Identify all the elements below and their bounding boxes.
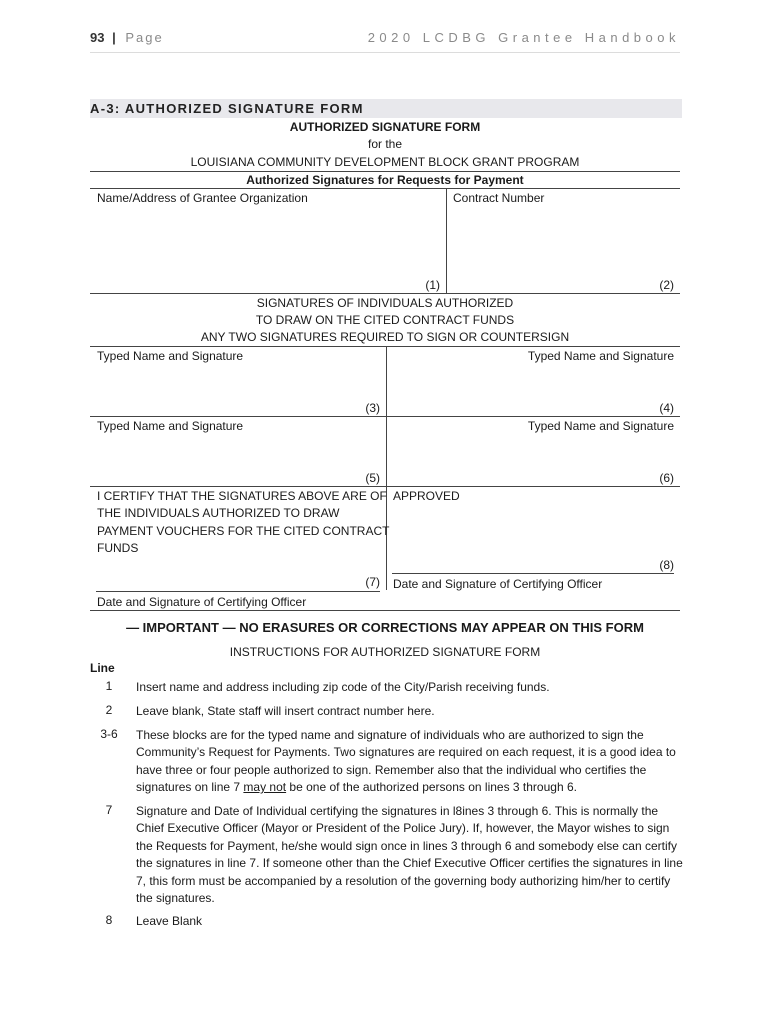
form-divider-3 [90, 293, 680, 294]
approved-label: APPROVED [393, 489, 460, 503]
page-label [90, 30, 164, 45]
form-divider-4 [90, 346, 680, 347]
signatures-heading-3: ANY TWO SIGNATURES REQUIRED TO SIGN OR COUNTERSIGN [200, 330, 570, 344]
typed-name-label-3: Typed Name and Signature [97, 349, 244, 363]
instruction-text [136, 727, 684, 797]
line-number-8: (8) [659, 558, 674, 572]
certify-text-4: FUNDS [97, 541, 139, 555]
page-word: Page [125, 30, 164, 45]
section-title: A-3: AUTHORIZED SIGNATURE FORM [90, 101, 364, 116]
instruction-text-part: be one of the authorized persons on lines 3 through 6. [286, 780, 577, 795]
page-header [90, 30, 680, 53]
approved-signature-line [392, 573, 674, 574]
instruction-text: Leave blank, State staff will insert contract number here. [136, 704, 435, 718]
program-name: LOUISIANA COMMUNITY DEVELOPMENT BLOCK GRANT PROGRAM [190, 155, 580, 169]
instruction-number: 3-6 [100, 727, 118, 741]
form-bottom-line [90, 610, 680, 611]
instruction-number: 1 [105, 679, 113, 693]
typed-name-label-5: Typed Name and Signature [97, 419, 244, 433]
line-column-header: Line [90, 661, 115, 675]
grantee-label: Name/Address of Grantee Organization [97, 191, 308, 205]
instruction-text: Leave Blank [136, 914, 203, 928]
approver-officer-label: Date and Signature of Certifying Officer [393, 577, 603, 591]
signature-line-5-6 [90, 486, 680, 487]
instruction-number: 2 [105, 703, 113, 717]
form-title: AUTHORIZED SIGNATURE FORM [289, 120, 481, 134]
section-heading-bar [90, 99, 682, 118]
signature-line-3-4 [90, 416, 680, 417]
line-number-2: (2) [659, 278, 674, 292]
certifying-officer-label: Date and Signature of Certifying Officer [97, 595, 307, 609]
typed-name-label-6: Typed Name and Signature [527, 419, 674, 433]
line-number-3: (3) [365, 401, 380, 415]
instructions-title: INSTRUCTIONS FOR AUTHORIZED SIGNATURE FORM [229, 645, 541, 659]
instruction-text: Signature and Date of Individual certifying the signatures in l8ines 3 through 6. This is normally the Chief Executive Officer (Mayor or President of the Police Jury). If, however, the Mayor wishes to sign the Requests for Payment, he/she would sign once in lines 3 through 6 and somebody else can certify the signatures in line 7. If someone other than the Chief Executive Officer certifies the signatures in line 7, this form must be accompanied by a resolution of the governing body authorizing him/her to certify the signatures. [136, 804, 683, 906]
line-number-1: (1) [425, 278, 440, 292]
instruction-text: Insert name and address including zip code of the City/Parish receiving funds. [136, 680, 550, 694]
form-divider-2 [90, 188, 680, 189]
form-subtitle: Authorized Signatures for Requests for Payment [246, 173, 524, 187]
instruction-number: 7 [105, 803, 113, 817]
signatures-heading-2: TO DRAW ON THE CITED CONTRACT FUNDS [255, 313, 515, 327]
signatures-heading-1: SIGNATURES OF INDIVIDUALS AUTHORIZED [256, 296, 514, 310]
line-number-7: (7) [365, 575, 380, 589]
header-separator: | [112, 30, 118, 45]
document-title: 2020 LCDBG Grantee Handbook [367, 30, 680, 45]
certifying-signature-line [96, 591, 380, 592]
typed-name-label-4: Typed Name and Signature [527, 349, 674, 363]
grantee-contract-divider [446, 188, 447, 294]
form-divider-1 [90, 171, 680, 172]
instruction-text-part: These blocks are for the typed name and signature of individuals who are authorized to sign the Community’s Request for Payments. Two signatures are required on each request, it is a good idea to have three or four people authorized to sign. Remember also that the individual who certifies the signatures on line 7 [136, 728, 676, 795]
certify-text-1: I CERTIFY THAT THE SIGNATURES ABOVE ARE OF [97, 489, 387, 503]
signature-column-divider [386, 346, 387, 590]
line-number-5: (5) [365, 471, 380, 485]
certify-text-3: PAYMENT VOUCHERS FOR THE CITED CONTRACT [97, 524, 390, 538]
certify-text-2: THE INDIVIDUALS AUTHORIZED TO DRAW [97, 506, 340, 520]
line-number-6: (6) [659, 471, 674, 485]
page-number: 93 [90, 30, 105, 45]
contract-number-label: Contract Number [453, 191, 545, 205]
line-number-4: (4) [659, 401, 674, 415]
important-notice: — IMPORTANT — NO ERASURES OR CORRECTIONS MAY APPEAR ON THIS FORM [126, 620, 644, 635]
instruction-number: 8 [105, 913, 113, 927]
form-for-the: for the [367, 137, 403, 151]
underlined-phrase: may not [243, 780, 287, 795]
